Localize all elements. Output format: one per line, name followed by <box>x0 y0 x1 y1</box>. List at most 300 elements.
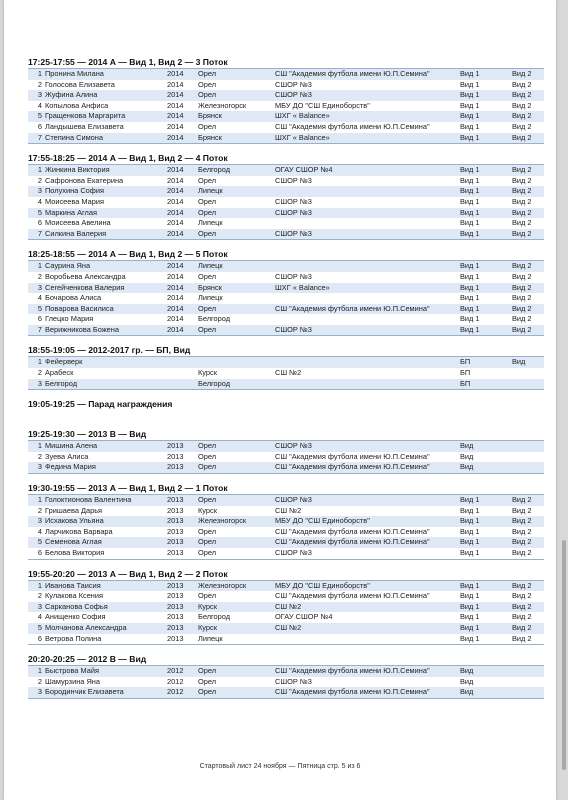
table-row <box>28 208 544 219</box>
apparatus-1: Вид <box>460 441 474 451</box>
club: СШ "Академия футбола имени Ю.П.Семина" <box>275 687 430 697</box>
table-row <box>28 537 544 548</box>
apparatus-2: Вид 2 <box>512 111 532 121</box>
row-number: 3 <box>37 687 42 697</box>
birth-year: 2014 <box>167 100 184 110</box>
city: Липецк <box>198 293 223 303</box>
apparatus-1: Вид 1 <box>460 69 480 78</box>
participants-table <box>28 494 544 560</box>
city: Брянск <box>198 132 222 142</box>
row-number: 2 <box>37 505 42 515</box>
section-title: 19:55-20:20 — 2013 А — Вид 1, Вид 2 — 2 Поток <box>28 568 228 579</box>
birth-year: 2013 <box>167 580 184 590</box>
athlete-name: Бочарова Алиса <box>45 293 102 303</box>
table-row <box>28 218 544 229</box>
table-row <box>28 591 544 602</box>
athlete-name: Анищенко София <box>45 612 106 622</box>
row-number: 2 <box>37 451 42 461</box>
city: Орел <box>198 462 217 472</box>
schedule-section <box>28 344 544 398</box>
row-number: 3 <box>37 282 42 292</box>
section-title: 20:20-20:25 — 2012 В — Вид <box>28 654 147 665</box>
apparatus-1: Вид <box>460 666 474 676</box>
athlete-name: Федина Мария <box>45 462 96 472</box>
section-title: 19:05-19:25 — Парад награждения <box>28 399 173 410</box>
athlete-name: Моисеева Авелина <box>45 218 111 228</box>
athlete-name: Силкина Валерия <box>45 228 107 238</box>
vertical-scrollbar[interactable] <box>562 540 566 770</box>
city: Липецк <box>198 633 223 643</box>
birth-year: 2013 <box>167 633 184 643</box>
apparatus-2: Вид 2 <box>512 90 532 100</box>
city: Орел <box>198 687 217 697</box>
table-row <box>28 379 544 390</box>
apparatus-1: Вид 1 <box>460 580 480 590</box>
table-row <box>28 314 544 325</box>
row-number: 7 <box>37 324 42 334</box>
athlete-name: Пронина Милана <box>45 69 104 78</box>
schedule-section <box>28 428 544 482</box>
table-row <box>28 516 544 527</box>
athlete-name: Ландышева Елизавета <box>45 121 124 131</box>
birth-year: 2012 <box>167 666 184 676</box>
schedule-section <box>28 248 544 344</box>
club: ОГАУ СШОР №4 <box>275 612 333 622</box>
athlete-name: Глецко Мария <box>45 314 94 324</box>
row-number: 2 <box>37 591 42 601</box>
apparatus-1: Вид 1 <box>460 79 480 89</box>
club: СШ "Академия футбола имени Ю.П.Семина" <box>275 526 430 536</box>
city: Курск <box>198 368 217 378</box>
club: ОГАУ СШОР №4 <box>275 165 333 175</box>
table-row <box>28 687 544 698</box>
city: Орел <box>198 451 217 461</box>
athlete-name: Поварова Василиса <box>45 303 114 313</box>
club: СШОР №3 <box>275 676 312 686</box>
club: СШОР №3 <box>275 495 312 505</box>
athlete-name: Сафронова Екатерина <box>45 175 124 185</box>
apparatus-2: Вид 2 <box>512 196 532 206</box>
city: Орел <box>198 666 217 676</box>
apparatus-2: Вид 2 <box>512 282 532 292</box>
apparatus-2: Вид 2 <box>512 505 532 515</box>
athlete-name: Моисеева Мария <box>45 196 104 206</box>
row-number: 4 <box>37 612 42 622</box>
athlete-name: Маркина Аглая <box>45 207 97 217</box>
apparatus-1: Вид 1 <box>460 165 480 175</box>
birth-year: 2013 <box>167 516 184 526</box>
city: Брянск <box>198 111 222 121</box>
row-number: 2 <box>37 676 42 686</box>
apparatus-1: Вид 1 <box>460 303 480 313</box>
club: СШ "Академия футбола имени Ю.П.Семина" <box>275 451 430 461</box>
birth-year: 2013 <box>167 548 184 557</box>
apparatus-1: Вид 1 <box>460 228 480 238</box>
athlete-name: Гращенкова Маргарита <box>45 111 126 121</box>
city: Орел <box>198 121 217 131</box>
club: МБУ ДО "СШ Единоборств" <box>275 100 370 110</box>
table-row <box>28 612 544 623</box>
row-number: 3 <box>37 601 42 611</box>
participants-table <box>28 440 544 474</box>
apparatus-2: Вид 2 <box>512 293 532 303</box>
participants-table <box>28 68 544 144</box>
apparatus-1: Вид 1 <box>460 293 480 303</box>
birth-year: 2012 <box>167 676 184 686</box>
club: СШОР №3 <box>275 324 312 334</box>
city: Орел <box>198 207 217 217</box>
apparatus-2: Вид 2 <box>512 314 532 324</box>
apparatus-2: Вид 2 <box>512 633 532 643</box>
row-number: 5 <box>37 303 42 313</box>
row-number: 1 <box>37 666 42 676</box>
city: Орел <box>198 676 217 686</box>
athlete-name: Фейерверк <box>45 357 83 367</box>
apparatus-2: Вид 2 <box>512 591 532 601</box>
city: Железногорск <box>198 100 247 110</box>
club: МБУ ДО "СШ Единоборств" <box>275 516 370 526</box>
city: Орел <box>198 303 217 313</box>
apparatus-2: Вид 2 <box>512 121 532 131</box>
birth-year: 2014 <box>167 293 184 303</box>
schedule-section <box>28 152 544 248</box>
apparatus-1: БП <box>460 378 471 388</box>
apparatus-1: Вид 1 <box>460 324 480 334</box>
schedule-section <box>28 482 544 568</box>
table-row <box>28 229 544 240</box>
city: Орел <box>198 548 217 557</box>
row-number: 2 <box>37 271 42 281</box>
table-row <box>28 80 544 91</box>
table-row <box>28 197 544 208</box>
apparatus-2: Вид 2 <box>512 165 532 175</box>
table-row <box>28 357 544 368</box>
apparatus-2: Вид 2 <box>512 186 532 196</box>
athlete-name: Саурина Яна <box>45 261 91 271</box>
athlete-name: Голоктионова Валентина <box>45 495 132 505</box>
apparatus-1: Вид 1 <box>460 175 480 185</box>
city: Орел <box>198 175 217 185</box>
apparatus-2: Вид 2 <box>512 580 532 590</box>
athlete-name: Полухина София <box>45 186 104 196</box>
athlete-name: Ветрова Полина <box>45 633 102 643</box>
athlete-name: Жуфина Алина <box>45 90 98 100</box>
apparatus-2: Вид 2 <box>512 601 532 611</box>
city: Белгород <box>198 165 231 175</box>
city: Белгород <box>198 314 231 324</box>
apparatus-2: Вид 2 <box>512 100 532 110</box>
section-title: 19:30-19:55 — 2013 А — Вид 1, Вид 2 — 1 Поток <box>28 483 228 494</box>
birth-year: 2013 <box>167 591 184 601</box>
apparatus-2: Вид 2 <box>512 261 532 271</box>
row-number: 1 <box>37 580 42 590</box>
apparatus-2: Вид 2 <box>512 612 532 622</box>
table-row <box>28 548 544 559</box>
city: Липецк <box>198 261 223 271</box>
birth-year: 2014 <box>167 69 184 78</box>
city: Курск <box>198 505 217 515</box>
row-number: 3 <box>37 516 42 526</box>
city: Курск <box>198 622 217 632</box>
table-row <box>28 101 544 112</box>
birth-year: 2013 <box>167 441 184 451</box>
table-row <box>28 304 544 315</box>
row-number: 4 <box>37 293 42 303</box>
birth-year: 2013 <box>167 526 184 536</box>
apparatus-1: Вид 1 <box>460 505 480 515</box>
start-list-content <box>28 56 544 707</box>
birth-year: 2014 <box>167 314 184 324</box>
table-row <box>28 111 544 122</box>
apparatus-2: Вид 2 <box>512 526 532 536</box>
city: Орел <box>198 537 217 547</box>
city: Орел <box>198 228 217 238</box>
apparatus-1: Вид 1 <box>460 537 480 547</box>
page-footer: Стартовый лист 24 ноября — Пятница стр. 5 из 6 <box>199 763 361 770</box>
city: Орел <box>198 591 217 601</box>
apparatus-1: Вид 1 <box>460 186 480 196</box>
row-number: 2 <box>37 175 42 185</box>
section-title: 18:25-18:55 — 2014 А — Вид 1, Вид 2 — 5 Поток <box>28 249 228 260</box>
section-title: 18:55-19:05 — 2012-2017 гр. — БП, Вид <box>28 345 191 356</box>
club: СШ "Академия футбола имени Ю.П.Семина" <box>275 462 430 472</box>
club: СШОР №3 <box>275 90 312 100</box>
participants-table <box>28 164 544 240</box>
apparatus-1: Вид 1 <box>460 111 480 121</box>
document-page <box>4 0 556 800</box>
apparatus-2: Вид 2 <box>512 548 532 557</box>
row-number: 5 <box>37 622 42 632</box>
section-title: 17:25-17:55 — 2014 А — Вид 1, Вид 2 — 3 Поток <box>28 57 228 67</box>
athlete-name: Мишина Алена <box>45 441 98 451</box>
row-number: 1 <box>37 357 42 367</box>
schedule-section <box>28 568 544 654</box>
athlete-name: Кулакова Ксения <box>45 591 104 601</box>
apparatus-1: Вид 1 <box>460 548 480 557</box>
birth-year: 2014 <box>167 132 184 142</box>
birth-year: 2014 <box>167 196 184 206</box>
apparatus-1: Вид <box>460 676 474 686</box>
club: СШ "Академия футбола имени Ю.П.Семина" <box>275 591 430 601</box>
birth-year: 2013 <box>167 462 184 472</box>
apparatus-1: Вид 1 <box>460 526 480 536</box>
city: Орел <box>198 79 217 89</box>
athlete-name: Сарканова Софья <box>45 601 108 611</box>
table-row <box>28 634 544 645</box>
apparatus-1: Вид 1 <box>460 261 480 271</box>
table-row <box>28 293 544 304</box>
birth-year: 2013 <box>167 505 184 515</box>
athlete-name: Голосова Елизавета <box>45 79 115 89</box>
city: Курск <box>198 601 217 611</box>
apparatus-1: Вид 1 <box>460 591 480 601</box>
table-row <box>28 186 544 197</box>
city: Белгород <box>198 378 231 388</box>
apparatus-1: Вид 1 <box>460 100 480 110</box>
birth-year: 2014 <box>167 271 184 281</box>
club: СШ "Академия футбола имени Ю.П.Семина" <box>275 303 430 313</box>
row-number: 6 <box>37 218 42 228</box>
club: СШОР №3 <box>275 175 312 185</box>
birth-year: 2013 <box>167 537 184 547</box>
birth-year: 2014 <box>167 282 184 292</box>
club: СШОР №3 <box>275 228 312 238</box>
table-row <box>28 122 544 133</box>
birth-year: 2013 <box>167 451 184 461</box>
city: Липецк <box>198 218 223 228</box>
athlete-name: Исхакова Ульяна <box>45 516 104 526</box>
table-row <box>28 527 544 538</box>
athlete-name: Копылова Анфиса <box>45 100 109 110</box>
row-number: 1 <box>37 165 42 175</box>
table-row <box>28 69 544 80</box>
table-row <box>28 506 544 517</box>
apparatus-2: Вид 2 <box>512 132 532 142</box>
apparatus-1: Вид 1 <box>460 271 480 281</box>
city: Орел <box>198 441 217 451</box>
apparatus-1: Вид 1 <box>460 218 480 228</box>
row-number: 3 <box>37 462 42 472</box>
athlete-name: Семенова Аглая <box>45 537 102 547</box>
apparatus-1: Вид <box>460 687 474 697</box>
club: СШ №2 <box>275 622 302 632</box>
club: СШОР №3 <box>275 79 312 89</box>
birth-year: 2012 <box>167 687 184 697</box>
city: Орел <box>198 196 217 206</box>
row-number: 7 <box>37 132 42 142</box>
apparatus-2: Вид 2 <box>512 537 532 547</box>
row-number: 6 <box>37 633 42 643</box>
club: СШ №2 <box>275 601 302 611</box>
row-number: 5 <box>37 111 42 121</box>
city: Железногорск <box>198 580 247 590</box>
row-number: 4 <box>37 526 42 536</box>
athlete-name: Зуева Алиса <box>45 451 89 461</box>
apparatus-2: Вид 2 <box>512 69 532 78</box>
apparatus-1: БП <box>460 368 471 378</box>
birth-year: 2014 <box>167 90 184 100</box>
apparatus-2: Вид 2 <box>512 228 532 238</box>
athlete-name: Бородинчик Елизавета <box>45 687 124 697</box>
city: Орел <box>198 271 217 281</box>
participants-table <box>28 260 544 336</box>
row-number: 2 <box>37 368 42 378</box>
city: Орел <box>198 526 217 536</box>
athlete-name: Белова Виктория <box>45 548 105 557</box>
birth-year: 2014 <box>167 207 184 217</box>
apparatus-2: Вид 2 <box>512 622 532 632</box>
table-row <box>28 272 544 283</box>
birth-year: 2014 <box>167 175 184 185</box>
section-title: 19:25-19:30 — 2013 В — Вид <box>28 429 147 440</box>
athlete-name: Жинкина Виктория <box>45 165 110 175</box>
table-row <box>28 495 544 506</box>
club: СШ "Академия футбола имени Ю.П.Семина" <box>275 537 430 547</box>
table-row <box>28 90 544 101</box>
table-row <box>28 165 544 176</box>
table-row <box>28 261 544 272</box>
row-number: 4 <box>37 100 42 110</box>
apparatus-1: Вид 1 <box>460 207 480 217</box>
athlete-name: Молчанова Александра <box>45 622 127 632</box>
row-number: 4 <box>37 196 42 206</box>
row-number: 6 <box>37 121 42 131</box>
apparatus-1: Вид 1 <box>460 516 480 526</box>
table-row <box>28 452 544 463</box>
club: СШОР №3 <box>275 441 312 451</box>
club: СШ №2 <box>275 368 302 378</box>
table-row <box>28 677 544 688</box>
apparatus-1: Вид 1 <box>460 495 480 505</box>
table-row <box>28 666 544 677</box>
apparatus-2: Вид 2 <box>512 303 532 313</box>
row-number: 3 <box>37 378 42 388</box>
athlete-name: Арабеск <box>45 368 74 378</box>
club: МБУ ДО "СШ Единоборств" <box>275 580 370 590</box>
athlete-name: Верижникова Божена <box>45 324 119 334</box>
club: ШХГ « Balance» <box>275 282 330 292</box>
athlete-name: Воробьева Александра <box>45 271 126 281</box>
city: Орел <box>198 69 217 78</box>
club: СШОР №3 <box>275 207 312 217</box>
athlete-name: Ларчикова Варвара <box>45 526 113 536</box>
row-number: 1 <box>37 261 42 271</box>
birth-year: 2014 <box>167 111 184 121</box>
apparatus-1: Вид 1 <box>460 612 480 622</box>
athlete-name: Гришаева Дарья <box>45 505 103 515</box>
birth-year: 2013 <box>167 612 184 622</box>
apparatus-2: Вид 2 <box>512 495 532 505</box>
table-row <box>28 462 544 473</box>
row-number: 2 <box>37 79 42 89</box>
row-number: 6 <box>37 548 42 557</box>
schedule-section <box>28 56 544 152</box>
city: Белгород <box>198 612 231 622</box>
club: СШ "Академия футбола имени Ю.П.Семина" <box>275 121 430 131</box>
birth-year: 2014 <box>167 79 184 89</box>
athlete-name: Шамурзина Яна <box>45 676 100 686</box>
table-row <box>28 368 544 379</box>
apparatus-1: Вид 1 <box>460 314 480 324</box>
row-number: 6 <box>37 314 42 324</box>
table-row <box>28 581 544 592</box>
apparatus-2: Вид 2 <box>512 516 532 526</box>
birth-year: 2014 <box>167 303 184 313</box>
birth-year: 2014 <box>167 121 184 131</box>
apparatus-2: Вид 2 <box>512 79 532 89</box>
athlete-name: Белгород <box>45 378 78 388</box>
apparatus-1: БП <box>460 357 471 367</box>
apparatus-1: Вид <box>460 451 474 461</box>
apparatus-2: Вид 2 <box>512 271 532 281</box>
schedule-section <box>28 653 544 707</box>
apparatus-1: Вид 1 <box>460 90 480 100</box>
participants-table <box>28 580 544 646</box>
row-number: 7 <box>37 228 42 238</box>
birth-year: 2014 <box>167 165 184 175</box>
city: Железногорск <box>198 516 247 526</box>
apparatus-1: Вид 1 <box>460 601 480 611</box>
row-number: 5 <box>37 537 42 547</box>
club: ШХГ « Balance» <box>275 132 330 142</box>
birth-year: 2013 <box>167 622 184 632</box>
row-number: 3 <box>37 90 42 100</box>
city: Липецк <box>198 186 223 196</box>
row-number: 1 <box>37 69 42 78</box>
city: Орел <box>198 324 217 334</box>
city: Орел <box>198 90 217 100</box>
apparatus-1: Вид 1 <box>460 282 480 292</box>
